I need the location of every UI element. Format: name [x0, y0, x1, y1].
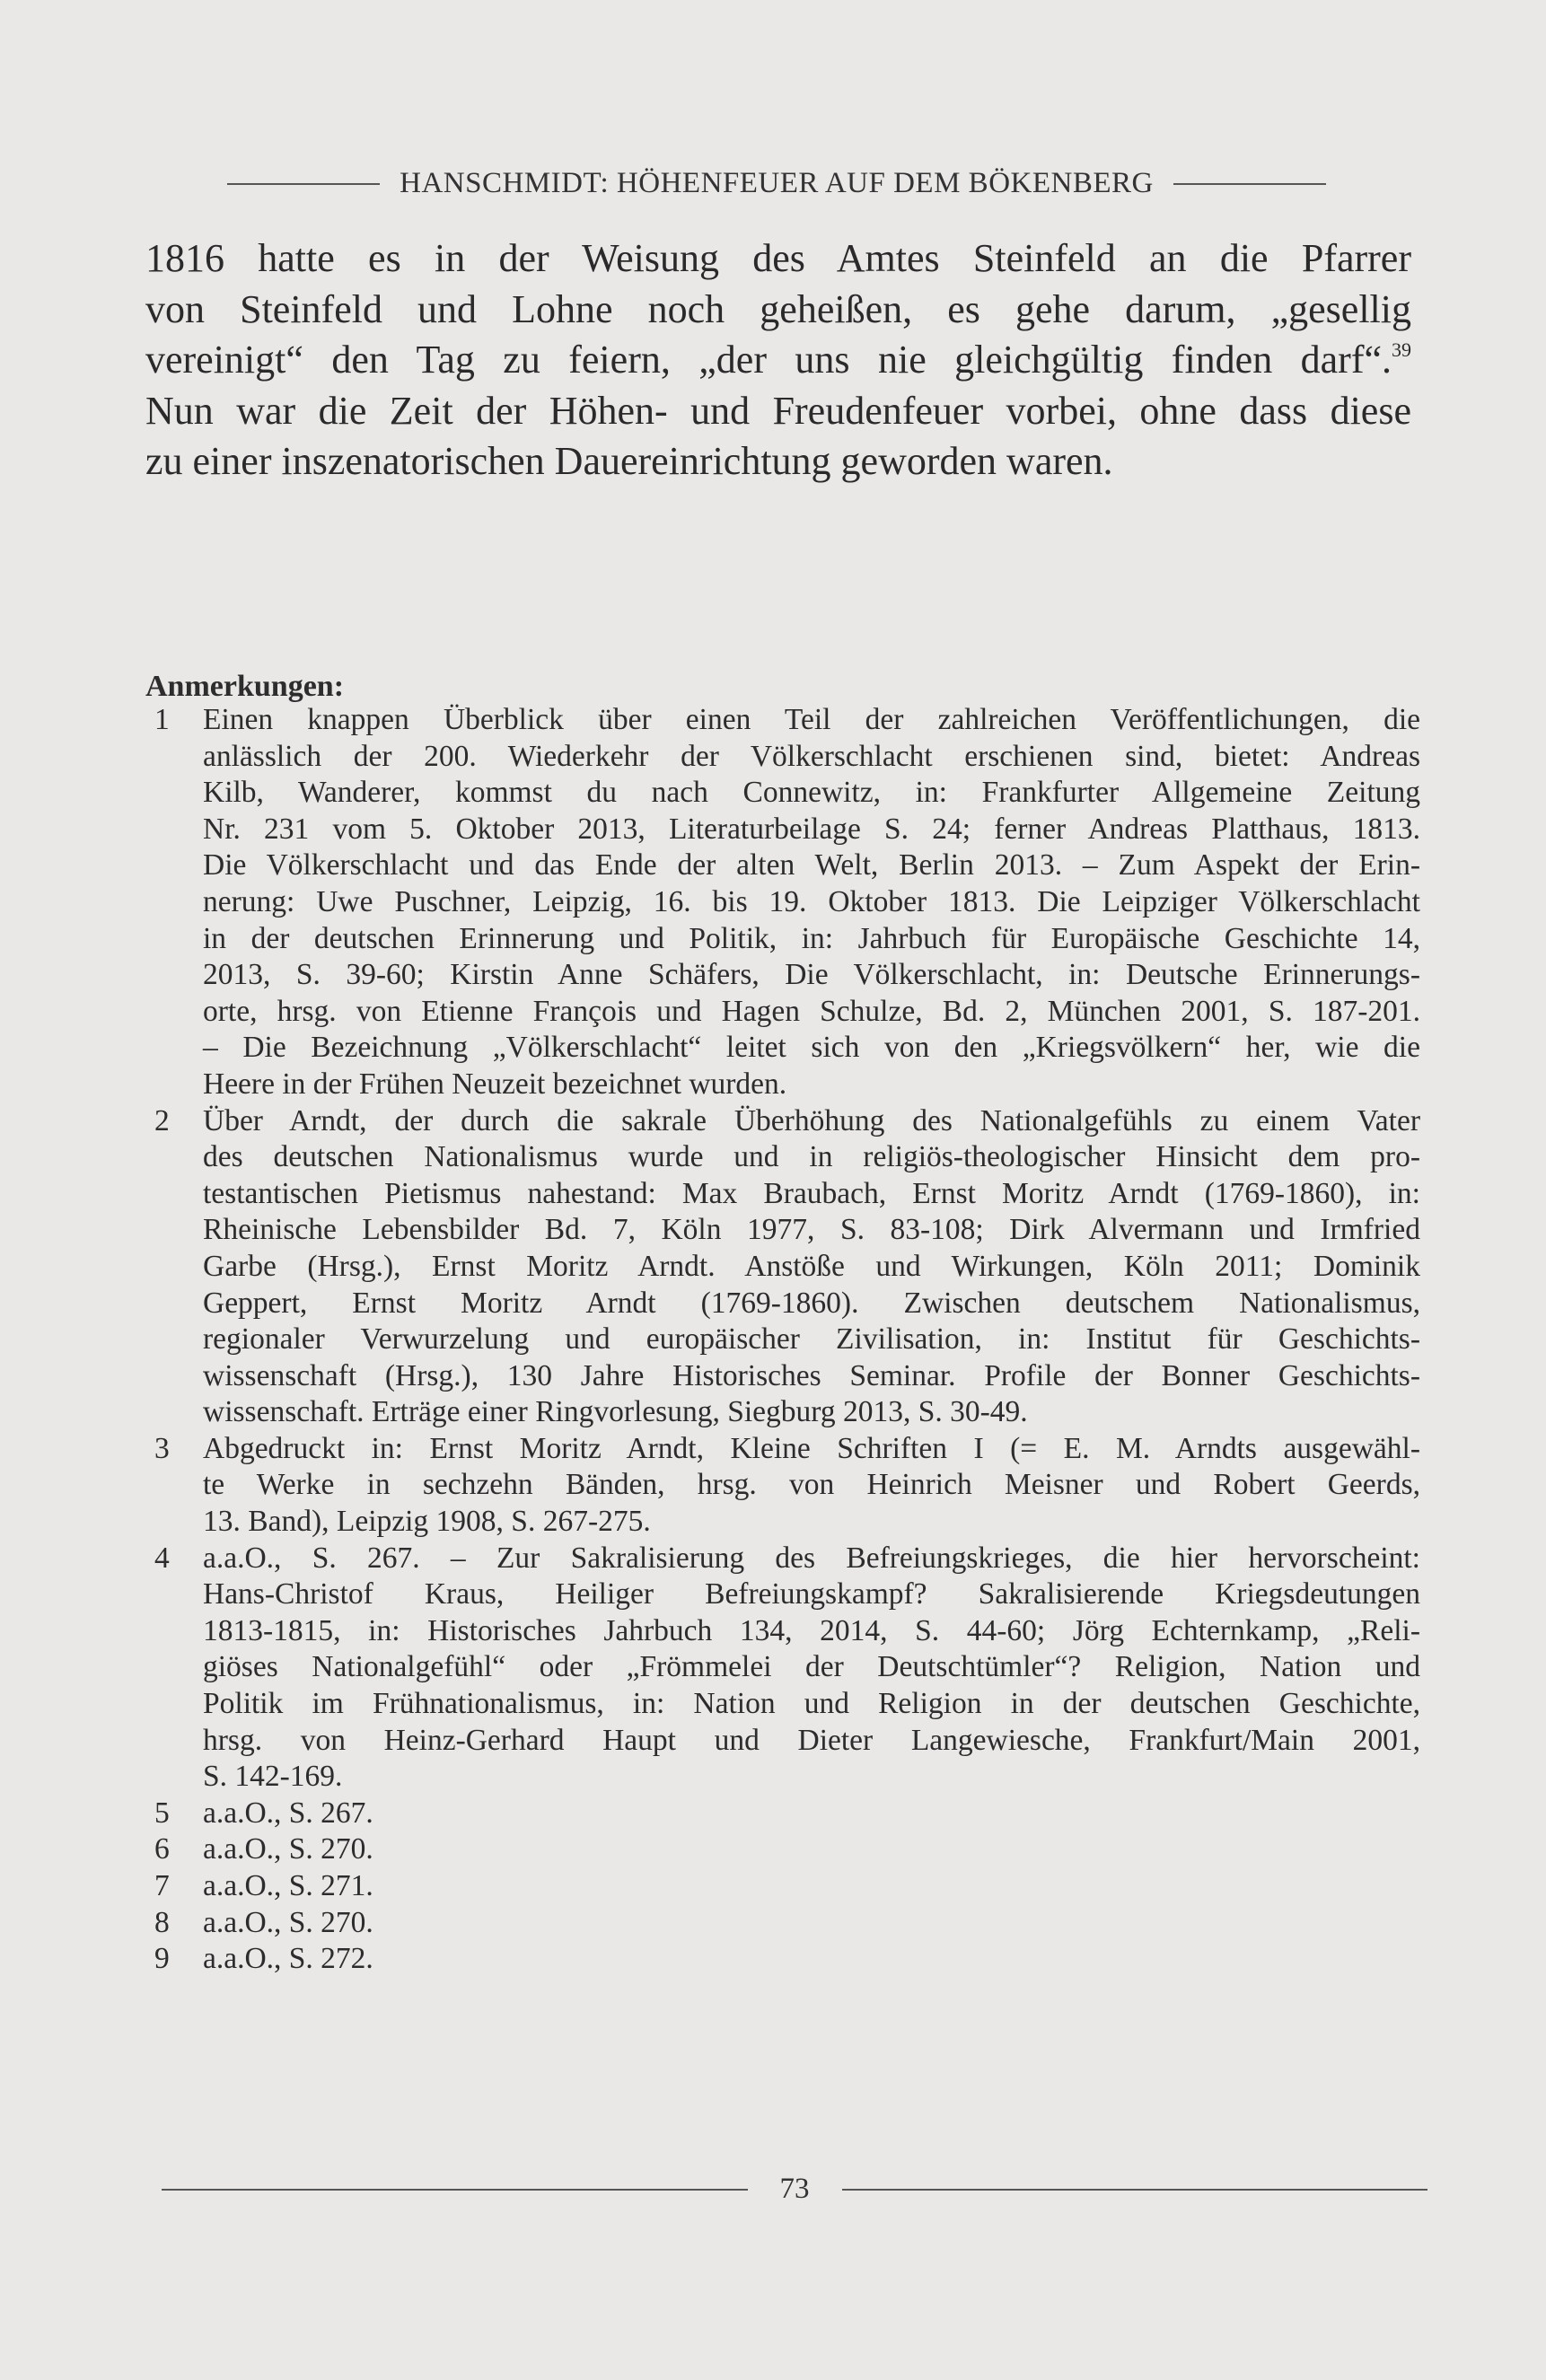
note-line: nerung: Uwe Puschner, Leipzig, 16. bis 19. Oktober 1813. Die Leipziger Völkerschlacht [203, 884, 1420, 918]
note-line: wissenschaft. Erträge einer Ringvorlesung, Siegburg 2013, S. 30-49. [203, 1395, 1028, 1429]
note-text [203, 1541, 1420, 1796]
main-text-line: Nun war die Zeit der Höhen- und Freudenfeuer vorbei, ohne dass diese [145, 388, 1411, 433]
note-line: a.a.O., S. 272. [203, 1942, 373, 1976]
note-line: a.a.O., S. 270. [203, 1832, 373, 1866]
note-line: hrsg. von Heinz-Gerhard Haupt und Dieter Langewiesche, Frankfurt/Main 2001, [203, 1723, 1420, 1757]
note-line: – Die Bezeichnung „Völkerschlacht“ leitet sich von den „Kriegsvölkern“ her, wie die [203, 1031, 1420, 1065]
note-text [203, 1103, 1420, 1431]
note-line: Hans-Christof Kraus, Heiliger Befreiungskampf? Sakralisierende Kriegsdeutungen [203, 1577, 1420, 1612]
main-text-line: 1816 hatte es in der Weisung des Amtes Steinfeld an die Pfarrer [145, 236, 1411, 280]
note-line: Einen knappen Überblick über einen Teil der zahlreichen Veröffentlichungen, die [203, 703, 1420, 736]
main-text-line-with-footnote [145, 335, 1411, 386]
note-line: in der deutschen Erinnerung und Politik, in: Jahrbuch für Europäische Geschichte 14, [203, 921, 1420, 955]
note-line: Über Arndt, der durch die sakrale Überhöhung des Nationalgefühls zu einem Vater [203, 1103, 1420, 1137]
note-item [145, 1431, 1420, 1541]
note-number: 3 [154, 1431, 170, 1465]
running-head-title: HANSCHMIDT: HÖHENFEUER AUF DEM BÖKENBERG [400, 167, 1154, 199]
note-line: Geppert, Ernst Moritz Arndt (1769-1860). Zwischen deutschem Nationalismus, [203, 1286, 1420, 1320]
note-number: 7 [154, 1869, 170, 1902]
note-text [203, 1796, 1420, 1832]
running-head-rule-left [227, 183, 380, 185]
note-line: Heere in der Frühen Neuzeit bezeichnet wurden. [203, 1067, 787, 1101]
note-number: 6 [154, 1832, 170, 1866]
note-text [203, 1868, 1420, 1905]
note-text [203, 1431, 1420, 1541]
note-line: Politik im Frühnationalismus, in: Nation und Religion in der deutschen Geschichte, [203, 1687, 1420, 1721]
notes-heading: Anmerkungen: [145, 670, 345, 703]
note-item [145, 1905, 1420, 1942]
note-line: a.a.O., S. 267. – Zur Sakralisierung des Befreiungskrieges, die hier hervorscheint: [203, 1541, 1420, 1575]
note-text [203, 702, 1420, 1103]
note-line: testantischen Pietismus nahestand: Max Braubach, Ernst Moritz Arndt (1769-1860), in: [203, 1176, 1420, 1210]
note-text [203, 1905, 1420, 1942]
note-item [145, 1868, 1420, 1905]
note-line: a.a.O., S. 270. [203, 1905, 373, 1939]
note-line: des deutschen Nationalismus wurde und in religiös-theologischer Hinsicht dem pro- [203, 1140, 1420, 1174]
note-line: Kilb, Wanderer, kommst du nach Connewitz, in: Frankfurter Allgemeine Zeitung [203, 776, 1420, 810]
note-line: a.a.O., S. 271. [203, 1869, 373, 1902]
note-line: te Werke in sechzehn Bänden, hrsg. von Heinrich Meisner und Robert Geerds, [203, 1468, 1420, 1502]
note-text [203, 1941, 1420, 1978]
note-item [145, 1941, 1420, 1978]
note-line: 13. Band), Leipzig 1908, S. 267-275. [203, 1505, 651, 1539]
note-item [145, 1796, 1420, 1832]
note-line: Rheinische Lebensbilder Bd. 7, Köln 1977, S. 83-108; Dirk Alvermann und Irmfried [203, 1213, 1420, 1247]
note-line: Nr. 231 vom 5. Oktober 2013, Literaturbeilage S. 24; ferner Andreas Platthaus, 1813. [203, 812, 1420, 846]
note-number: 1 [154, 703, 170, 736]
footer-rule-left [162, 2189, 748, 2191]
note-item [145, 1541, 1420, 1796]
note-number: 9 [154, 1942, 170, 1976]
page-footer [162, 2173, 1427, 2206]
note-line: Garbe (Hrsg.), Ernst Moritz Arndt. Anstöße und Wirkungen, Köln 2011; Dominik [203, 1249, 1420, 1283]
note-text [203, 1831, 1420, 1868]
main-paragraph [145, 233, 1411, 487]
running-head [144, 167, 1410, 200]
footnote-reference[interactable]: 39 [1392, 338, 1411, 361]
note-number: 5 [154, 1796, 170, 1830]
note-number: 8 [154, 1905, 170, 1939]
note-line: 2013, S. 39-60; Kirstin Anne Schäfers, Die Völkerschlacht, in: Deutsche Erinnerungs- [203, 958, 1420, 992]
note-line: regionaler Verwurzelung und europäischer Zivilisation, in: Institut für Geschichts- [203, 1322, 1420, 1357]
footer-rule-right [842, 2189, 1428, 2191]
note-line: Die Völkerschlacht und das Ende der alten Welt, Berlin 2013. – Zum Aspekt der Erin- [203, 848, 1420, 883]
note-item [145, 1103, 1420, 1431]
note-line: anlässlich der 200. Wiederkehr der Völkerschlacht erschienen sind, bietet: Andreas [203, 739, 1420, 773]
note-line: a.a.O., S. 267. [203, 1796, 373, 1830]
note-item [145, 1831, 1420, 1868]
note-line: giöses Nationalgefühl“ oder „Frömmelei der Deutschtümler“? Religion, Nation und [203, 1650, 1420, 1684]
note-line: wissenschaft (Hrsg.), 130 Jahre Historisches Seminar. Profile der Bonner Geschichts- [203, 1358, 1420, 1392]
note-line: 1813-1815, in: Historisches Jahrbuch 134, 2014, S. 44-60; Jörg Echternkamp, „Reli- [203, 1613, 1420, 1647]
notes-list [145, 702, 1420, 1978]
note-number: 2 [154, 1103, 170, 1137]
running-head-rule-right [1173, 183, 1326, 185]
note-number: 4 [154, 1541, 170, 1575]
main-text-line: zu einer inszenatorischen Dauereinrichtung geworden waren. [145, 439, 1113, 483]
note-item [145, 702, 1420, 1103]
note-line: S. 142-169. [203, 1760, 343, 1794]
main-text-line: vereinigt“ den Tag zu feiern, „der uns nie gleichgültig finden darf“. [145, 338, 1392, 382]
note-line: Abgedruckt in: Ernst Moritz Arndt, Kleine Schriften I (= E. M. Arndts ausgewähl- [203, 1431, 1420, 1465]
note-line: orte, hrsg. von Etienne François und Hagen Schulze, Bd. 2, München 2001, S. 187-201. [203, 994, 1420, 1028]
page-number: 73 [779, 2173, 810, 2205]
main-text-line: von Steinfeld und Lohne noch geheißen, es gehe darum, „gesellig [145, 286, 1411, 331]
